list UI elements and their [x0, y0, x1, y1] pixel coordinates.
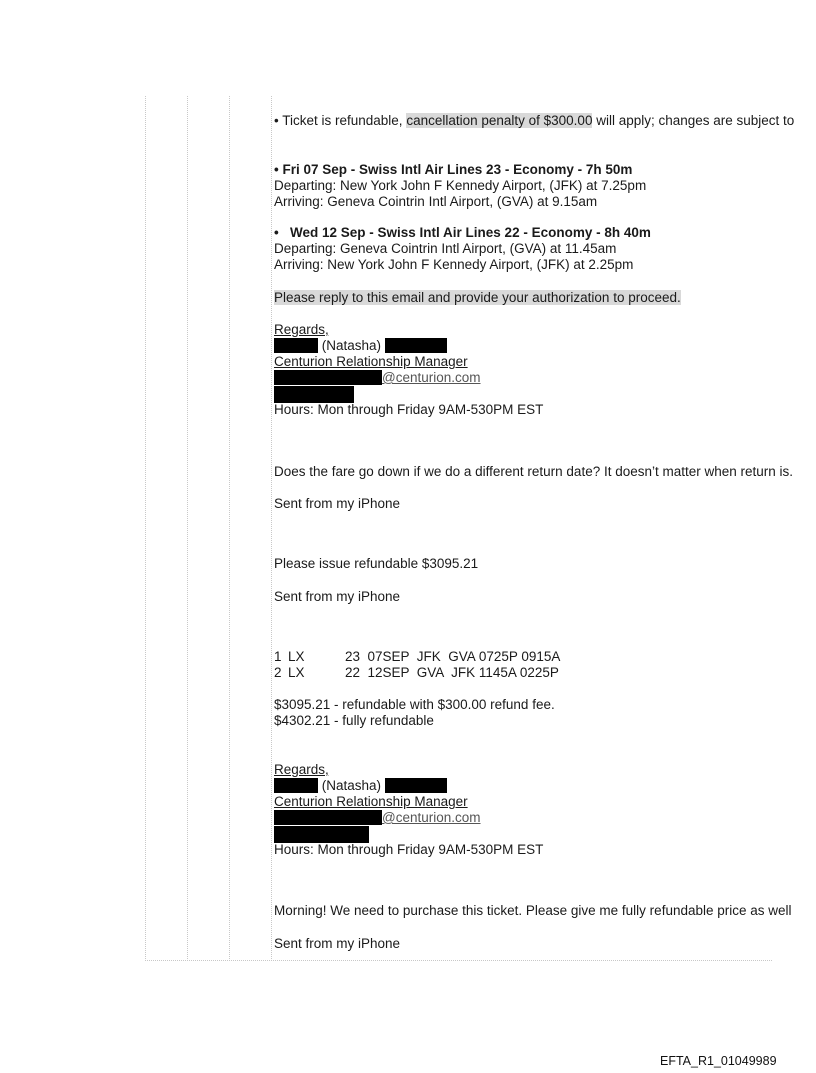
- flight-title: • Fri 07 Sep - Swiss Intl Air Lines 23 - Economy - 7h 50m: [274, 162, 633, 177]
- message-fare-question: Does the fare go down if we do a different return date? It doesn’t matter when return is.: [274, 464, 794, 479]
- signature-regards: Regards,: [274, 322, 329, 337]
- signature-name-line: (Natasha): [274, 338, 543, 354]
- email-thread-body: [274, 0, 816, 1073]
- sent-from-iphone: Sent from my iPhone: [274, 936, 401, 951]
- table-column-divider: [229, 96, 230, 961]
- flight-outbound: [274, 162, 646, 210]
- table-column-divider: [271, 96, 272, 961]
- price-refundable-fee: $3095.21 - refundable with $300.00 refund fee.: [274, 697, 555, 712]
- flight-departing: Departing: Geneva Cointrin Intl Airport, (GVA) at 11.45am: [274, 241, 617, 256]
- flight-departing: Departing: New York John F Kennedy Airport, (JFK) at 7.25pm: [274, 178, 647, 193]
- price-options: [274, 697, 555, 729]
- note-text: will apply; changes are subject to: [592, 113, 795, 128]
- sent-from-iphone: Sent from my iPhone: [274, 496, 401, 511]
- table-border-left: [145, 96, 146, 961]
- signature-email-line: [274, 810, 543, 826]
- flight-return: [274, 225, 651, 273]
- signature-role: Centurion Relationship Manager: [274, 794, 468, 809]
- redaction-box: [274, 778, 318, 793]
- message-issue-request: Please issue refundable $3095.21: [274, 556, 479, 571]
- authorization-request: Please reply to this email and provide your authorization to proceed.: [274, 290, 681, 305]
- redaction-box: [274, 810, 382, 825]
- flight-arriving: Arriving: New York John F Kennedy Airport, (JFK) at 2.25pm: [274, 257, 634, 272]
- redaction-box: [274, 826, 369, 843]
- price-fully-refundable: $4302.21 - fully refundable: [274, 713, 434, 728]
- sent-from-iphone: Sent from my iPhone: [274, 589, 401, 604]
- redaction-box: [274, 370, 382, 385]
- email-link[interactable]: @centurion.com: [382, 810, 481, 825]
- redaction-box: [385, 338, 447, 353]
- signature-hours: Hours: Mon through Friday 9AM-530PM EST: [274, 842, 544, 857]
- email-link[interactable]: @centurion.com: [382, 370, 481, 385]
- redaction-box: [274, 386, 354, 403]
- itinerary-table: [274, 649, 560, 681]
- itinerary-row: 2 LX 22 12SEP GVA JFK 1145A 0225P: [274, 665, 559, 680]
- signature-email-line: [274, 370, 543, 386]
- bullet: •: [274, 113, 279, 128]
- note-text: Ticket is refundable,: [282, 113, 407, 128]
- flight-title: • Wed 12 Sep - Swiss Intl Air Lines 22 - Economy - 8h 40m: [274, 225, 651, 240]
- message-purchase-request: Morning! We need to purchase this ticket. Please give me fully refundable price as well: [274, 903, 792, 918]
- signature-block: [274, 762, 543, 858]
- table-column-divider: [187, 96, 188, 961]
- signature-name-line: (Natasha): [274, 778, 543, 794]
- redaction-box: [274, 338, 318, 353]
- signature-role: Centurion Relationship Manager: [274, 354, 468, 369]
- signature-block: [274, 322, 543, 418]
- signature-regards: Regards,: [274, 762, 329, 777]
- ticket-refund-note: [274, 113, 794, 129]
- redaction-box: [385, 778, 447, 793]
- highlighted-penalty: cancellation penalty of $300.00: [406, 113, 593, 128]
- itinerary-row: 1 LX 23 07SEP JFK GVA 0725P 0915A: [274, 649, 561, 664]
- document-id-footer: EFTA_R1_01049989: [660, 1054, 777, 1068]
- signature-hours: Hours: Mon through Friday 9AM-530PM EST: [274, 402, 544, 417]
- flight-arriving: Arriving: Geneva Cointrin Intl Airport, (GVA) at 9.15am: [274, 194, 598, 209]
